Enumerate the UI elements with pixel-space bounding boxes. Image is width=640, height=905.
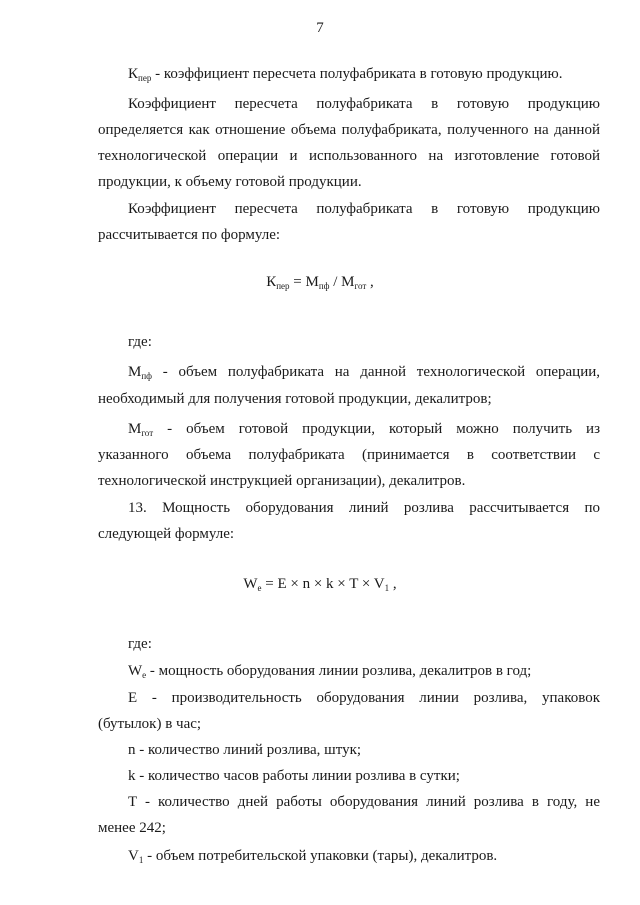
paragraph-line: технологической инструкцией организации), декалитров. bbox=[98, 473, 466, 489]
paragraph-line: определяется как отношение объема полуфабриката, полученного на данной bbox=[98, 122, 600, 138]
paragraph-line: менее 242; bbox=[98, 820, 166, 836]
paragraph-line: 13. Мощность оборудования линий розлива рассчитывается по bbox=[128, 500, 600, 516]
formula-operator: = bbox=[289, 274, 306, 290]
formula-symbol: М bbox=[341, 274, 355, 290]
formula-symbol: М bbox=[305, 274, 319, 290]
formula-subscript: 1 bbox=[384, 583, 390, 593]
subscript-1: 1 bbox=[138, 855, 144, 865]
definition-text: - мощность оборудования линии розлива, декалитров в год; bbox=[146, 663, 532, 679]
paragraph-line: следующей формуле: bbox=[98, 526, 235, 542]
formula-end: , bbox=[389, 576, 397, 592]
symbol-k: К bbox=[128, 66, 139, 82]
formula-end: , bbox=[366, 274, 374, 290]
definition-v1 bbox=[128, 846, 497, 866]
symbol-m: М bbox=[128, 364, 142, 380]
symbol-w: W bbox=[128, 663, 143, 679]
definition-text: - объем готовой продукции, который можно получить из bbox=[153, 421, 600, 437]
symbol-m: М bbox=[128, 421, 142, 437]
page-number: 7 bbox=[316, 20, 324, 36]
definition-m-got bbox=[128, 419, 600, 439]
definition-k: k - количество часов работы линии розлива в сутки; bbox=[128, 768, 460, 784]
formula-symbol: W bbox=[243, 576, 258, 592]
definition-we bbox=[128, 661, 531, 681]
formula-we bbox=[0, 576, 640, 593]
definition-t: T - количество дней работы оборудования линий розлива в году, не bbox=[128, 794, 600, 810]
paragraph-line: продукции, к объему готовой продукции. bbox=[98, 174, 362, 190]
definition-text: - объем полуфабриката на данной технологической операции, bbox=[152, 364, 600, 380]
where-label: где: bbox=[128, 334, 152, 350]
formula-subscript: пф bbox=[318, 281, 330, 291]
paragraph-line: Коэффициент пересчета полуфабриката в готовую продукцию bbox=[128, 201, 600, 217]
paragraph-line: технологической операции и использованного на изготовление готовой bbox=[98, 148, 600, 164]
subscript-pf: пф bbox=[141, 371, 152, 381]
formula-k-per bbox=[0, 274, 640, 291]
definition-m-pf bbox=[128, 362, 600, 382]
definition-n: n - количество линий розлива, штук; bbox=[128, 742, 362, 758]
paragraph-line: Коэффициент пересчета полуфабриката в готовую продукцию bbox=[128, 96, 600, 112]
definition-text: - коэффициент пересчета полуфабриката в готовую продукцию. bbox=[151, 66, 563, 82]
symbol-v: V bbox=[128, 848, 139, 864]
paragraph-line: (бутылок) в час; bbox=[98, 716, 202, 732]
subscript-per: пер bbox=[138, 73, 152, 83]
formula-subscript: гот bbox=[354, 281, 367, 291]
definition-k-per bbox=[128, 64, 563, 84]
formula-subscript: e bbox=[257, 583, 262, 593]
paragraph-line: указанного объема полуфабриката (принимается в соответствии с bbox=[98, 447, 600, 463]
paragraph-line: рассчитывается по формуле: bbox=[98, 227, 281, 243]
formula-operator: / bbox=[329, 274, 342, 290]
where-label: где: bbox=[128, 636, 152, 652]
subscript-e: e bbox=[142, 670, 147, 680]
formula-symbol: К bbox=[266, 274, 277, 290]
formula-subscript: пер bbox=[276, 281, 290, 291]
paragraph-line: необходимый для получения готовой продукции, декалитров; bbox=[98, 391, 492, 407]
subscript-got: гот bbox=[141, 428, 154, 438]
formula-body: = E × n × k × T × V bbox=[261, 576, 385, 592]
definition-e: E - производительность оборудования линии розлива, упаковок bbox=[128, 690, 600, 706]
definition-text: - объем потребительской упаковки (тары), декалитров. bbox=[143, 848, 498, 864]
